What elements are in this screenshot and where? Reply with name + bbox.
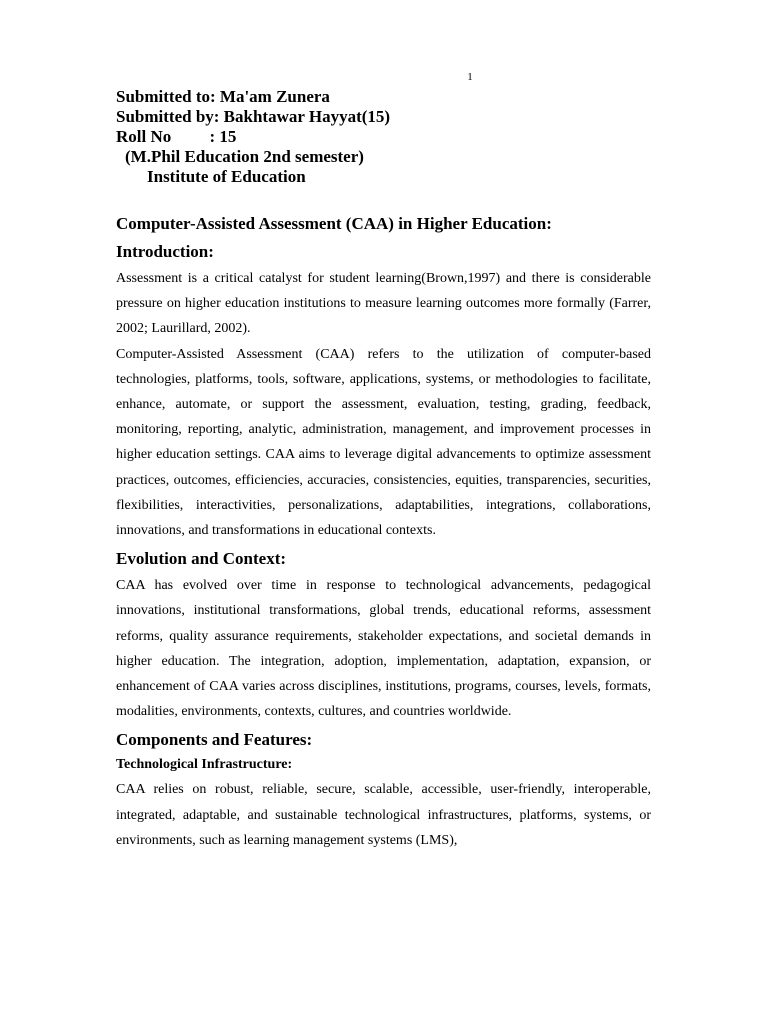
introduction-heading: Introduction: [116, 242, 214, 261]
introduction-paragraph-2: Computer-Assisted Assessment (CAA) refers to the utilization of computer-based technologies, platforms, tools, software, applications, systems, or methodologies to facilitate, enhance, automate, or support the assessment, evaluation, testing, grading, feedback, monitoring, reporting, analytic, administration, management, and improvement processes in higher education settings. CAA aims to leverage digital advancements to optimize assessment practices, outcomes, efficiencies, accuracies, consistencies, equities, transparencies, securities, flexibilities, interactivities, personalizations, adaptabilities, integrations, collaborations, innovations, and transformations in educational contexts. [116, 346, 651, 539]
submitted-to: Submitted to: Ma'am Zunera [116, 87, 330, 106]
roll-number: Roll No : 15 [116, 127, 237, 146]
program-info: (M.Phil Education 2nd semester) [125, 147, 364, 166]
submitted-by: Submitted by: Bakhtawar Hayyat(15) [116, 107, 391, 126]
evolution-paragraph: CAA has evolved over time in response to technological advancements, pedagogical innovations, institutional transformations, global trends, educational reforms, assessment reforms, quality assurance requirements, stakeholder expectations, and societal demands in higher education. The integration, adoption, implementation, adaptation, expansion, or enhancement of CAA varies across disciplines, institutions, programs, courses, levels, formats, modalities, environments, contexts, cultures, and countries worldwide. [116, 578, 651, 720]
page-number: 1 [467, 71, 473, 83]
technological-infrastructure-heading: Technological Infrastructure: [116, 757, 293, 773]
document-body [116, 212, 651, 853]
components-heading: Components and Features: [116, 730, 313, 750]
introduction-paragraph-1: Assessment is a critical catalyst for student learning(Brown,1997) and there is considerable pressure on higher education institutions to measure learning outcomes more formally (Farrer, 2002; Laurillard, 2002). [116, 271, 651, 337]
technological-infrastructure-paragraph: CAA relies on robust, reliable, secure, scalable, accessible, user-friendly, interoperable, integrated, adaptable, and sustainable technological infrastructures, platforms, systems, or environments, such as learning management systems (LMS), [116, 782, 651, 848]
institute-name: Institute of Education [147, 167, 306, 186]
document-title: Computer-Assisted Assessment (CAA) in Higher Education: [116, 214, 552, 233]
submission-header [116, 87, 390, 187]
evolution-heading: Evolution and Context: [116, 549, 287, 569]
